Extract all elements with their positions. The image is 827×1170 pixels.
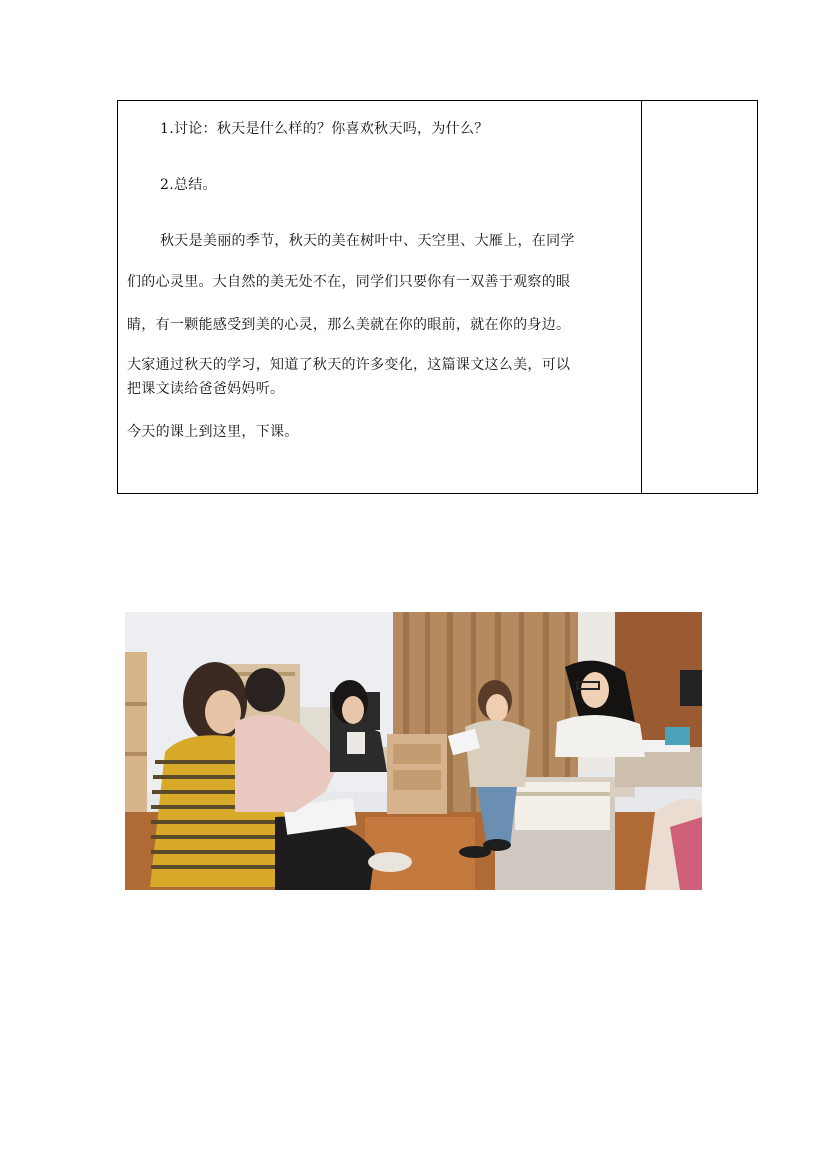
summary-line-3: 睛，有一颗能感受到美的心灵，那么美就在你的眼前，就在你的身边。 — [127, 317, 571, 333]
summary-line-5: 把课文读给爸爸妈妈听。 — [127, 381, 285, 397]
discussion-item: 1.讨论：秋天是什么样的？你喜欢秋天吗，为什么？ — [160, 121, 489, 137]
summary-heading: 2.总结。 — [160, 177, 217, 193]
summary-line-2: 们的心灵里。大自然的美无处不在，同学们只要你有一双善于观察的眼 — [127, 274, 571, 290]
summary-line-1: 秋天是美丽的季节，秋天的美在树叶中、天空里、大雁上，在同学 — [160, 233, 575, 249]
closing-line: 今天的课上到这里，下课。 — [127, 424, 299, 440]
summary-line-4: 大家通过秋天的学习，知道了秋天的许多变化，这篇课文这么美，可以 — [127, 357, 571, 373]
lesson-content-cell — [118, 101, 641, 493]
meeting-photo-illustration — [125, 612, 702, 890]
notes-cell — [642, 101, 757, 493]
lesson-plan-table — [117, 100, 758, 494]
meeting-photo — [125, 612, 702, 890]
